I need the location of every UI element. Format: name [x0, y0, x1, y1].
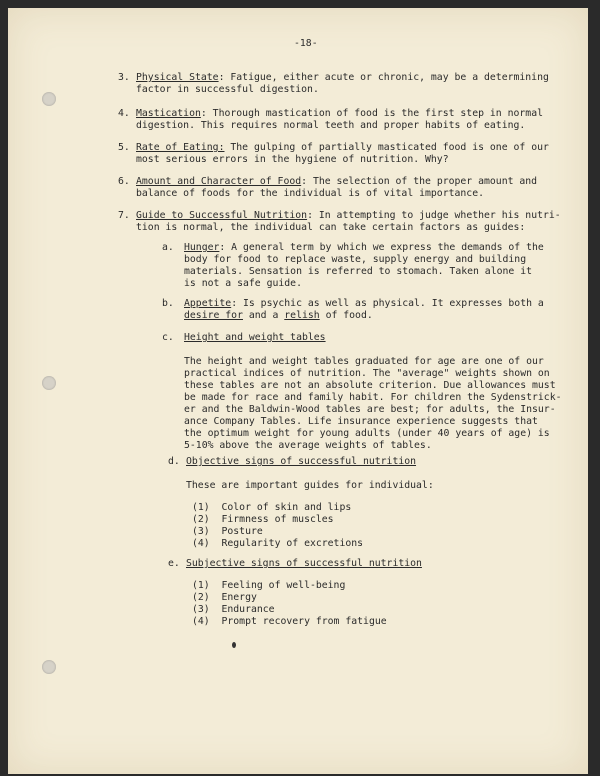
item-number: 3.	[118, 72, 130, 83]
item-number: 6.	[118, 176, 130, 187]
sub-label: a.	[162, 242, 174, 253]
sub-text: is not a safe guide.	[184, 278, 302, 289]
item-text: balance of foods for the individual is of vital importance.	[136, 188, 484, 199]
sub-text: These are important guides for individual:	[186, 480, 434, 491]
item-heading: Physical State: Fatigue, either acute or chronic, may be a determining	[136, 72, 549, 83]
list-item: (4) Regularity of excretions	[192, 538, 364, 549]
item-number: 4.	[118, 108, 130, 119]
list-item: (3) Posture	[192, 526, 263, 537]
item-heading: Rate of Eating: The gulping of partially masticated food is one of our	[136, 142, 549, 153]
sub-label: c.	[162, 332, 174, 343]
paragraph-line: ance Company Tables. Life insurance experience suggests that	[184, 416, 538, 427]
list-item: (2) Energy	[192, 592, 257, 603]
sub-label: d.	[168, 456, 180, 467]
sub-text: body for food to replace waste, supply energy and building	[184, 254, 527, 265]
paragraph-line: practical indices of nutrition. The "average" weights shown on	[184, 368, 550, 379]
punch-hole-top	[42, 92, 56, 106]
sub-label: e.	[168, 558, 180, 569]
punch-hole-bottom	[42, 660, 56, 674]
paragraph-line: er and the Baldwin-Wood tables are best; for adults, the Insur-	[184, 404, 556, 415]
item-text: digestion. This requires normal teeth and proper habits of eating.	[136, 120, 526, 131]
paragraph-line: be made for race and family habit. For children the Sydenstrick-	[184, 392, 562, 403]
item-text: most serious errors in the hygiene of nutrition. Why?	[136, 154, 449, 165]
item-heading: Mastication: Thorough mastication of food is the first step in normal	[136, 108, 543, 119]
paragraph-line: The height and weight tables graduated for age are one of our	[184, 356, 544, 367]
paragraph-line: the optimum weight for young adults (under 40 years of age) is	[184, 428, 550, 439]
item-number: 7.	[118, 210, 130, 221]
sub-heading: Subjective signs of successful nutrition	[186, 558, 422, 569]
item-text: tion is normal, the individual can take certain factors as guides:	[136, 222, 526, 233]
item-heading: Amount and Character of Food: The selection of the proper amount and	[136, 176, 538, 187]
page-number: -18-	[294, 38, 318, 49]
list-item: (1) Feeling of well-being	[192, 580, 346, 591]
list-item: (1) Color of skin and lips	[192, 502, 352, 513]
sub-heading: Hunger: A general term by which we express the demands of the	[184, 242, 544, 253]
item-number: 5.	[118, 142, 130, 153]
item-text: factor in successful digestion.	[136, 84, 319, 95]
sub-label: b.	[162, 298, 174, 309]
list-item: (3) Endurance	[192, 604, 275, 615]
sub-text: desire for and a relish of food.	[184, 310, 373, 321]
sub-text: materials. Sensation is referred to stomach. Taken alone it	[184, 266, 532, 277]
paragraph-line: 5-10% above the average weights of tables.	[184, 440, 432, 451]
punch-hole-middle	[42, 376, 56, 390]
sub-heading: Height and weight tables	[184, 332, 326, 343]
list-item: (2) Firmness of muscles	[192, 514, 334, 525]
paragraph-line: these tables are not an absolute criterion. Due allowances must	[184, 380, 556, 391]
ink-mark	[232, 642, 236, 648]
item-heading: Guide to Successful Nutrition: In attempting to judge whether his nutri-	[136, 210, 561, 221]
sub-heading: Appetite: Is psychic as well as physical. It expresses both a	[184, 298, 544, 309]
list-item: (4) Prompt recovery from fatigue	[192, 616, 387, 627]
sub-heading: Objective signs of successful nutrition	[186, 456, 417, 467]
